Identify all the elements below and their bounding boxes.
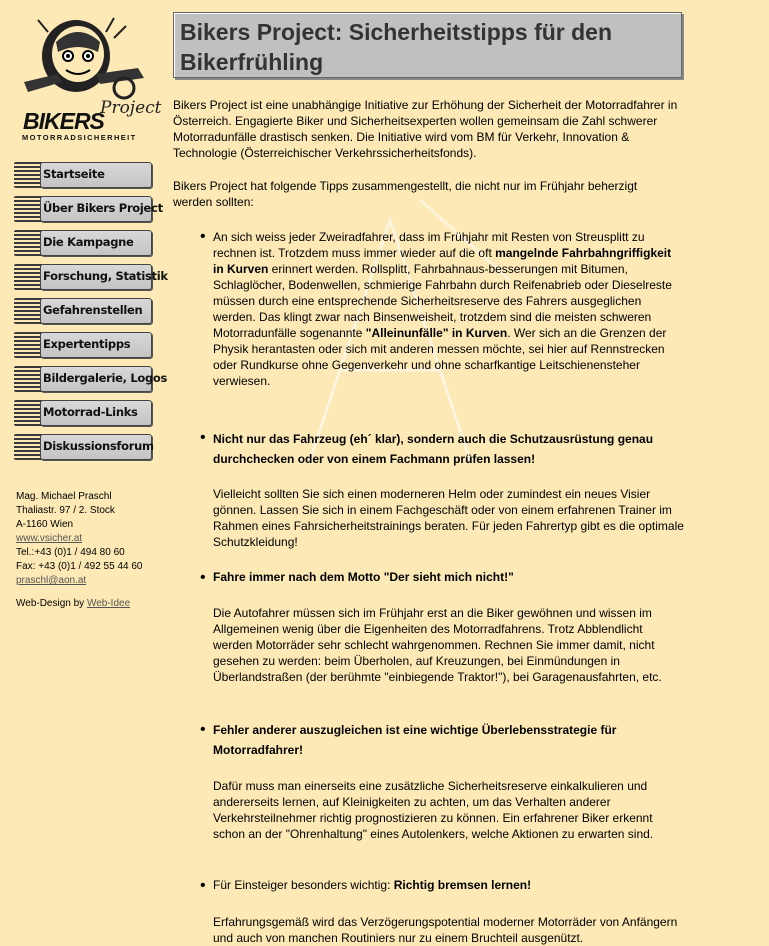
bikers-project-logo[interactable] [18, 12, 162, 142]
contact-tel: Tel.:+43 (0)1 / 494 80 60 [16, 547, 125, 558]
biker-illustration-icon [18, 12, 156, 112]
nav-ueber-bikers-project[interactable] [14, 196, 163, 222]
tip5-body: Erfahrungsgemäß wird das Verzögerungspotential moderner Motorräder von Anfängern und auch von manchen Routiniers nur zu einem Bruchteil ausgenützt. [213, 915, 678, 945]
nav-label: Diskussionsforum [43, 439, 154, 453]
tip2-body: Vielleicht sollten Sie sich einen moderneren Helm oder zumindest ein neues Visier gönnen. Lassen Sie sich in einem Fachgeschäft oder von einem erfahrenen Trainer im Rahmen eines Fahrsicherheitstrainings beraten. Für jeden Fahrertyp gibt es die optimale Schutzkleidung! [213, 487, 684, 549]
tip5-prefix: Für Einsteiger besonders wichtig: [213, 878, 394, 892]
webdesign-link[interactable]: Web-Idee [86, 598, 131, 609]
tip1-text-3: . Wer sich an die Grenzen der Physik herantasten oder sich mit anderen messen möchte, sei hier auf Rennstrecken oder Rundkurse ohne Gegenverkehr und ohne scharfkantige Leitschienensteher verwiesen. [213, 326, 667, 388]
nav-die-kampagne[interactable] [14, 230, 152, 256]
nav-label: Gefahrenstellen [43, 303, 143, 317]
tip1-text-1: An sich weiss jeder Zweiradfahrer, dass im Frühjahr mit Resten von Streusplitt zu rechnen ist. Trotzdem muss immer wieder auf die oft [213, 230, 645, 260]
nav-startseite[interactable] [14, 162, 152, 188]
contact-fax: Fax: +43 (0)1 / 492 55 44 60 [16, 561, 143, 572]
stripes-icon [14, 298, 42, 324]
tip5-heading [213, 877, 685, 893]
tip3-heading: Fahre immer nach dem Motto "Der sieht mich nicht!" [213, 570, 514, 584]
nav-label: Forschung, Statistik [43, 269, 168, 283]
contact-name: Mag. Michael Praschl [16, 491, 112, 502]
stripes-icon [14, 400, 42, 426]
tip1-bold-1: mangelnde Fahrbahngriffigkeit in Kurven [213, 246, 672, 276]
nav-gefahrenstellen[interactable] [14, 298, 152, 324]
website-link[interactable]: www.vsicher.at [16, 533, 83, 544]
bullet-icon: • [200, 721, 206, 738]
stripes-icon [14, 264, 42, 290]
nav-label: Startseite [43, 167, 105, 181]
nav-expertentipps[interactable] [14, 332, 152, 358]
tip4-body: Dafür muss man einerseits eine zusätzliche Sicherheitsreserve einkalkulieren und andererseits lernen, auf Kleinigkeiten zu achten, um das Verhalten anderer Verkehrsteilnehmer richtig prognostizieren zu können. Ein erfahrener Biker erkennt schon an der "Ohrenhaltung" eines Autolenkers, welche Aktionen zu erwarten sind. [213, 779, 654, 841]
nav-label: Bildergalerie, Logos [43, 371, 168, 385]
page-title: Bikers Project: Sicherheitstipps für den Bikerfrühling [180, 19, 613, 75]
tip1-text-2: erinnert werden. Rollsplitt, Fahrbahnaus-besserungen mit Bitumen, Schlaglöcher, Bodenwellen, schmierige Fahrbahn durch Reifenabrieb oder Dieselreste müssen durch eine entsprechende Sicherheitsreserve des Fahrers ausgeglichen werden. Das klingt zwar nach Binsenweisheit, trotzdem sind die meisten schweren Motorradunfälle sogenannte [213, 262, 672, 340]
tip-1 [213, 229, 685, 389]
tip4-heading: Fehler anderer auszugleichen ist eine wichtige Überlebensstrategie für Motorradfahrer! [213, 723, 617, 757]
stripes-icon [14, 196, 42, 222]
nav-label: Expertentipps [43, 337, 131, 351]
tip5-bold: Richtig bremsen lernen! [393, 878, 532, 892]
nav-forschung-statistik[interactable] [14, 264, 168, 290]
nav-diskussionsforum[interactable] [14, 434, 152, 460]
webdesign-credit [16, 598, 130, 609]
nav-label: Über Bikers Project [43, 201, 163, 215]
sidebar [0, 0, 168, 945]
nav-label: Die Kampagne [43, 235, 134, 249]
stripes-icon [14, 434, 42, 460]
bullet-icon: • [200, 429, 206, 446]
webdesign-prefix: Web-Design by [16, 598, 87, 609]
stripes-icon [14, 366, 42, 392]
stripes-icon [14, 162, 42, 188]
contact-city: A-1160 Wien [16, 519, 74, 530]
logo-bikers-text: BIKERS [23, 108, 104, 134]
stripes-icon [14, 230, 42, 256]
email-link[interactable]: praschl@aon.at [16, 575, 87, 586]
bullet-icon: • [200, 877, 206, 894]
bullet-icon: • [200, 228, 206, 245]
nav-label: Motorrad-Links [43, 405, 138, 419]
page-title-box [173, 12, 682, 78]
tip1-bold-2: "Alleinunfälle" in Kurven [365, 326, 508, 340]
stripes-icon [14, 332, 42, 358]
intro-paragraph-2: Bikers Project hat folgende Tipps zusammengestellt, die nicht nur im Frühjahr beherzigt werden sollten: [173, 179, 638, 209]
logo-subtitle: MOTORRADSICHERHEIT [22, 133, 137, 142]
bullet-icon: • [200, 569, 206, 586]
contact-street: Thaliastr. 97 / 2. Stock [16, 505, 115, 516]
nav-motorrad-links[interactable] [14, 400, 152, 426]
nav-bildergalerie-logos[interactable] [14, 366, 168, 392]
tip3-body: Die Autofahrer müssen sich im Frühjahr erst an die Biker gewöhnen und wissen im Allgemeinen wenig über die Eigenheiten des Motorradfahrens. Trotz Abblendlicht werden Motorräder sehr schlecht wahrgenommen. Rechnen Sie immer damit, nicht gesehen zu werden: beim Überholen, auf Kreuzungen, bei Einmündungen in Überlandstraßen (der berühmte "einbiegende Traktor!"), bei Garagenausfahrten, etc. [213, 606, 662, 684]
logo-project-text: Project [100, 98, 162, 118]
contact-address [16, 490, 142, 588]
intro-paragraph-1: Bikers Project ist eine unabhängige Initiative zur Erhöhung der Sicherheit der Motorradfahrer in Österreich. Engagierte Biker und Sicherheitsexperten wollen gemeinsam die Zahl schwerer Motorradunfälle drastisch senken. Die Initiative wird vom BM für Verkehr, Innovation & Technologie (Österreichischer Verkehrssicherheitsfonds). [173, 98, 678, 160]
tip2-heading: Nicht nur das Fahrzeug (eh´ klar), sondern auch die Schutzausrüstung genau durchchecken oder von einem Fachmann prüfen lassen! [213, 432, 654, 466]
